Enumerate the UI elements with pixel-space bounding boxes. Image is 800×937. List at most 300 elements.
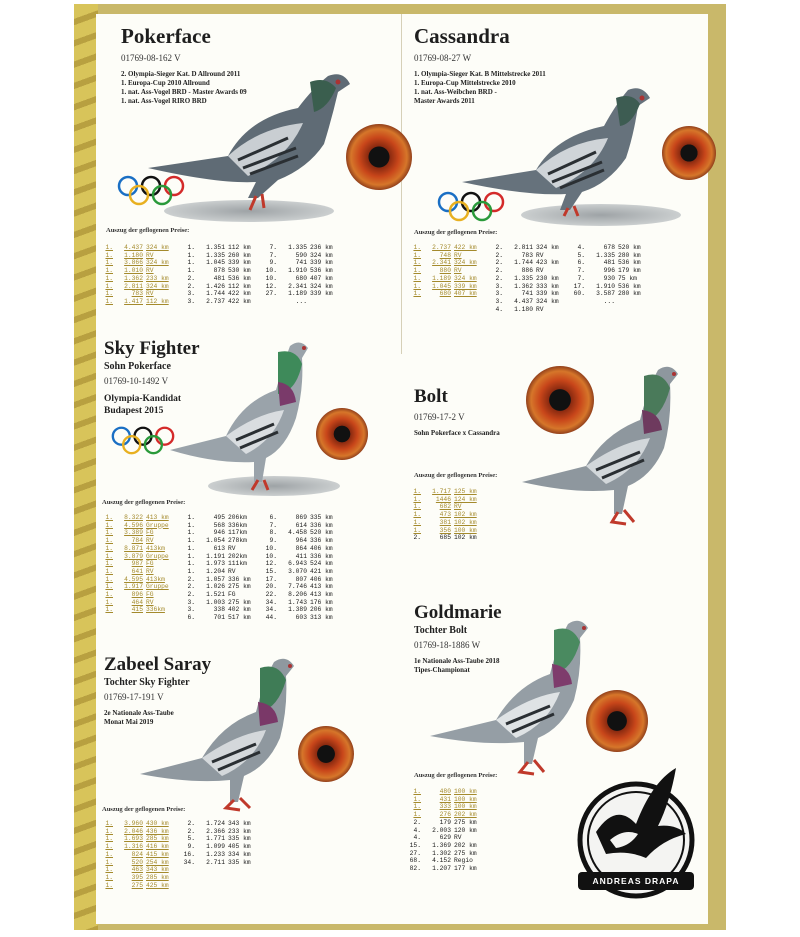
results-cell: 1.189 xyxy=(432,274,451,282)
results-cell: 1. xyxy=(413,251,421,259)
results-cell xyxy=(228,866,264,874)
results-cell: 2. xyxy=(187,575,195,583)
results-cell: 275 km xyxy=(454,849,477,857)
results-cell: 1. xyxy=(413,274,421,282)
results-cell: RV xyxy=(146,537,154,545)
results-cell xyxy=(424,298,454,306)
results-cell: 179 km xyxy=(618,267,641,275)
results-cell: 603 xyxy=(295,614,307,622)
results-cell: 481 xyxy=(213,274,225,282)
results-cell: 1.362 xyxy=(124,274,143,282)
results-row xyxy=(100,298,346,306)
olympic-rings-icon xyxy=(116,174,186,206)
results-table-zabeel xyxy=(100,820,264,889)
results-cell: 336km xyxy=(146,606,165,614)
results-cell xyxy=(588,306,618,314)
pigeon-photo-zabeel xyxy=(136,642,306,812)
results-cell: 7. xyxy=(269,521,277,529)
achievements: Olympia-Kandidat Budapest 2015 xyxy=(104,394,182,416)
results-cell: 9. xyxy=(269,259,277,267)
results-cell: 480 xyxy=(439,788,451,795)
results-cell: 2. xyxy=(413,534,421,542)
results-cell: 413 km xyxy=(310,583,333,591)
results-cell: 100 km xyxy=(454,795,477,803)
results-cell: FG xyxy=(228,591,236,599)
results-cell: 100 km xyxy=(454,526,477,534)
results-cell: 179 xyxy=(439,818,451,826)
results-cell: 27. xyxy=(409,849,421,857)
results-cell: 254 km xyxy=(146,858,169,866)
results-row xyxy=(408,290,654,298)
results-row xyxy=(100,529,346,537)
results-cell: 313 km xyxy=(310,614,333,622)
results-cell: 886 xyxy=(521,267,533,275)
results-cell: 629 xyxy=(439,834,451,842)
results-cell xyxy=(572,306,588,314)
results-cell: 6. xyxy=(187,614,195,622)
results-cell: 1. xyxy=(187,244,195,251)
results-cell: 339 km xyxy=(310,259,333,267)
results-cell: 333 km xyxy=(536,282,559,290)
results-cell: 473 xyxy=(439,511,451,519)
results-cell: 1. xyxy=(413,795,421,803)
results-cell: RV xyxy=(454,503,462,511)
results-row xyxy=(408,283,654,291)
results-cell: 1. xyxy=(105,827,113,835)
ring-number: 01769-17-191 V xyxy=(104,692,164,702)
results-row xyxy=(408,275,654,283)
results-heading: Auszug der geflogenen Preise: xyxy=(102,499,186,506)
achievements: Sohn Pokerface x Cassandra xyxy=(414,429,500,437)
results-cell: 4.152 xyxy=(432,857,451,865)
results-cell: 230 km xyxy=(536,274,559,282)
results-cell: 421 km xyxy=(310,567,333,575)
results-cell: 481 xyxy=(603,259,615,267)
results-cell: 6.943 xyxy=(288,560,307,568)
results-cell: 34. xyxy=(265,606,277,614)
pigeon-name: Goldmarie xyxy=(414,602,502,623)
results-table-skyfighter xyxy=(100,514,346,622)
results-cell: 1.335 xyxy=(596,251,615,259)
results-cell: 678 xyxy=(603,244,615,251)
results-row xyxy=(100,537,346,545)
results-cell: 1. xyxy=(105,529,113,537)
pigeon-name: Zabeel Saray xyxy=(104,654,212,675)
results-cell: 463 xyxy=(131,866,143,874)
results-row xyxy=(100,599,346,607)
results-cell: FG xyxy=(146,591,154,599)
results-cell: 536 km xyxy=(310,267,333,275)
results-row xyxy=(408,534,490,542)
results-cell: 783 xyxy=(521,251,533,259)
results-cell: 1.054 xyxy=(206,537,225,545)
achievements: 1. Olympia-Sieger Kat. B Mittelstrecke 2011 1. Europa-Cup Mittelstrecke 2010 1. nat. Ass-Weibchen BRD - Master Awards 2011 xyxy=(414,70,546,105)
results-cell: 2.341 xyxy=(432,259,451,267)
results-cell: 784 xyxy=(131,537,143,545)
results-row xyxy=(408,819,490,827)
results-cell: 1. xyxy=(413,267,421,275)
eye-photo-skyfighter xyxy=(316,408,368,460)
results-cell: 3. xyxy=(187,598,195,606)
eye-photo-pokerface xyxy=(346,124,412,190)
results-cell: 7. xyxy=(577,267,585,275)
results-row xyxy=(408,511,490,519)
results-row xyxy=(408,259,654,267)
results-cell: 280 km xyxy=(618,251,641,259)
results-cell: 413 km xyxy=(146,514,169,521)
results-row xyxy=(100,843,264,851)
results-cell: RV xyxy=(536,251,544,259)
results-cell: 356 xyxy=(439,526,451,534)
results-cell: 102 km xyxy=(454,518,477,526)
results-cell: 1. xyxy=(105,843,113,851)
results-cell: 964 xyxy=(295,537,307,545)
results-cell: 335 km xyxy=(310,514,333,521)
results-cell: 1. xyxy=(413,488,421,495)
results-cell: 1. xyxy=(413,495,421,503)
results-row xyxy=(408,834,490,842)
results-cell: 2.811 xyxy=(514,244,533,251)
results-cell: 783 xyxy=(131,290,143,298)
ring-number: 01769-17-2 V xyxy=(414,412,465,422)
results-row xyxy=(100,866,264,874)
results-table-goldmarie xyxy=(408,788,490,873)
results-cell: 343 km xyxy=(146,866,169,874)
results-cell: 3.866 xyxy=(124,259,143,267)
results-cell: 278km xyxy=(228,537,247,545)
results-cell: 1. xyxy=(105,583,113,591)
results-cell xyxy=(408,306,424,314)
results-row xyxy=(408,503,490,511)
results-cell: 1.207 xyxy=(432,865,451,873)
results-row xyxy=(100,606,346,614)
results-cell: 2. xyxy=(187,827,195,835)
pigeon-subtitle: Sohn Pokerface xyxy=(104,361,171,372)
results-row xyxy=(100,514,346,522)
results-cell: 4.437 xyxy=(514,297,533,305)
results-row xyxy=(100,614,346,622)
results-cell: 1.426 xyxy=(206,282,225,290)
results-cell: 701 xyxy=(213,614,225,622)
results-row xyxy=(408,488,490,496)
achievements: 2. Olympia-Sieger Kat. D Allround 2011 1. Europa-Cup 2010 Allround 1. nat. Ass-Vogel BRD - Master Awards 09 1. nat. Ass-Vogel RIRO BRD xyxy=(121,70,247,105)
results-cell: 5. xyxy=(187,835,195,843)
results-cell: 2. xyxy=(413,818,421,826)
results-cell: 407 km xyxy=(454,290,477,298)
results-cell: 1.369 xyxy=(432,841,451,849)
results-cell: 641 xyxy=(131,567,143,575)
results-cell: 520 km xyxy=(310,529,333,537)
results-cell: 436 km xyxy=(146,827,169,835)
results-cell: 1. xyxy=(105,858,113,866)
results-cell: 1. xyxy=(187,567,195,575)
results-cell: 3.960 xyxy=(124,820,143,827)
results-cell: 1. xyxy=(105,873,113,881)
results-cell: 1. xyxy=(187,552,195,560)
results-row xyxy=(408,252,654,260)
results-cell: 1. xyxy=(413,511,421,519)
results-cell: 1.302 xyxy=(432,849,451,857)
results-cell: 324 km xyxy=(536,244,559,251)
results-cell: 411 xyxy=(295,552,307,560)
results-row xyxy=(100,568,346,576)
results-row xyxy=(100,252,346,260)
results-cell: RV xyxy=(146,290,154,298)
results-cell: 423 km xyxy=(536,259,559,267)
results-cell: 1. xyxy=(105,297,113,305)
results-cell xyxy=(618,306,654,314)
eye-photo-goldmarie xyxy=(586,690,648,752)
results-row xyxy=(100,828,264,836)
results-row xyxy=(408,865,490,873)
results-cell: 422 km xyxy=(228,297,251,305)
results-cell: 22. xyxy=(265,591,277,599)
results-row xyxy=(408,267,654,275)
results-cell: 2. xyxy=(495,244,503,251)
results-cell xyxy=(572,298,588,306)
results-row xyxy=(100,275,346,283)
results-cell: 1.417 xyxy=(124,297,143,305)
results-cell: 946 xyxy=(213,529,225,537)
achievements: 1e Nationale Ass-Taube 2018 Tipes-Championat xyxy=(414,657,500,674)
results-cell: 335 km xyxy=(228,835,251,843)
results-cell: 324 km xyxy=(454,259,477,267)
results-cell: 324 km xyxy=(310,251,333,259)
results-cell: 117km xyxy=(228,529,247,537)
results-cell: 1. xyxy=(413,788,421,795)
results-cell: 1. xyxy=(105,866,113,874)
results-cell: 7. xyxy=(269,251,277,259)
results-cell xyxy=(408,298,424,306)
results-cell: 614 xyxy=(295,521,307,529)
results-row xyxy=(100,882,264,890)
results-row xyxy=(100,522,346,530)
results-cell: 4. xyxy=(413,834,421,842)
results-cell xyxy=(228,874,264,882)
results-cell: 1.045 xyxy=(206,259,225,267)
results-cell: 425 km xyxy=(146,881,169,889)
results-cell: 3. xyxy=(495,297,503,305)
results-cell: 112 km xyxy=(228,282,251,290)
results-cell: 6. xyxy=(577,259,585,267)
results-row xyxy=(408,796,490,804)
results-cell: 324 km xyxy=(146,282,169,290)
results-cell: 102 km xyxy=(454,511,477,519)
results-cell: 1. xyxy=(105,259,113,267)
results-cell: 1.351 xyxy=(206,244,225,251)
results-cell: Gruppe xyxy=(146,583,169,591)
results-cell xyxy=(228,882,264,890)
results-cell: 422 km xyxy=(454,244,477,251)
results-cell: RV xyxy=(228,544,236,552)
results-row xyxy=(408,527,490,535)
results-cell: 1.057 xyxy=(206,575,225,583)
results-cell: 1. xyxy=(105,544,113,552)
results-cell: 111km xyxy=(228,560,247,568)
results-row xyxy=(100,553,346,561)
results-cell: 524 km xyxy=(310,560,333,568)
results-cell: 20. xyxy=(265,583,277,591)
results-cell: 1.389 xyxy=(288,606,307,614)
results-cell: 406 km xyxy=(310,544,333,552)
results-cell: 1.335 xyxy=(206,251,225,259)
results-cell: 338 xyxy=(213,606,225,614)
results-cell: 568 xyxy=(213,521,225,529)
results-cell: Regio xyxy=(454,857,473,865)
results-cell: 4.437 xyxy=(124,244,143,251)
results-cell: 1. xyxy=(105,521,113,529)
results-cell: 202km xyxy=(228,552,247,560)
results-cell: 422 km xyxy=(228,290,251,298)
results-cell: 520 xyxy=(131,858,143,866)
results-cell: 44. xyxy=(265,614,277,622)
pigeon-subtitle: Tochter Sky Fighter xyxy=(104,677,190,688)
results-cell: 590 xyxy=(295,251,307,259)
results-cell: 2. xyxy=(187,820,195,827)
results-cell: 682 xyxy=(439,503,451,511)
results-cell: 536 km xyxy=(228,274,251,282)
ring-number: 01769-08-27 W xyxy=(414,53,472,63)
results-cell: 339 km xyxy=(454,282,477,290)
results-row xyxy=(408,519,490,527)
pigeon-photo-goldmarie xyxy=(424,604,604,784)
results-cell: 1. xyxy=(105,606,113,614)
results-cell: 1. xyxy=(105,835,113,843)
results-cell: 2. xyxy=(187,591,195,599)
results-cell: 1. xyxy=(105,251,113,259)
results-cell: 2.811 xyxy=(124,282,143,290)
results-cell: 1. xyxy=(105,560,113,568)
results-cell: 824 xyxy=(131,850,143,858)
results-cell: 275 km xyxy=(454,818,477,826)
results-cell: 236 km xyxy=(310,244,333,251)
results-row xyxy=(100,283,346,291)
results-cell: 112 km xyxy=(228,244,251,251)
results-cell: 1. xyxy=(413,290,421,298)
results-cell: 2.046 xyxy=(124,827,143,835)
achievements: 2e Nationale Ass-Taube Monat Mai 2019 xyxy=(104,709,174,726)
results-row xyxy=(100,835,264,843)
results-cell: 930 xyxy=(603,274,615,282)
results-cell: 260 km xyxy=(228,251,251,259)
pigeon-photo-bolt xyxy=(516,348,692,528)
results-cell: 1.189 xyxy=(288,290,307,298)
results-table-cassandra xyxy=(408,244,654,313)
results-cell xyxy=(264,298,280,306)
results-cell: 9. xyxy=(269,537,277,545)
results-cell: Gruppe xyxy=(146,552,169,560)
results-cell: 285 km xyxy=(146,835,169,843)
results-cell: 1.717 xyxy=(432,488,451,495)
pigeon-name: Bolt xyxy=(414,386,448,407)
results-cell: 1. xyxy=(187,259,195,267)
results-cell: 381 xyxy=(439,518,451,526)
results-cell: 3.070 xyxy=(288,567,307,575)
results-cell: 748 xyxy=(439,251,451,259)
pigeon-subtitle: Tochter Bolt xyxy=(414,625,468,636)
results-cell: 100 km xyxy=(454,788,477,795)
results-row xyxy=(408,298,654,306)
results-cell: 1.744 xyxy=(514,259,533,267)
results-cell: 415 xyxy=(131,606,143,614)
results-cell: 1. xyxy=(105,598,113,606)
results-cell: 1. xyxy=(105,591,113,599)
results-cell: 4. xyxy=(495,305,503,313)
results-table-bolt xyxy=(408,488,490,542)
results-cell: 1. xyxy=(187,560,195,568)
results-cell: 324 km xyxy=(146,259,169,267)
results-cell: 1. xyxy=(105,274,113,282)
results-cell: 1. xyxy=(105,850,113,858)
ring-number: 01769-08-162 V xyxy=(121,53,181,63)
results-cell: 2.366 xyxy=(206,827,225,835)
results-cell: 75 km xyxy=(618,274,637,282)
results-cell: 495 xyxy=(213,514,225,521)
results-cell: 407 km xyxy=(310,274,333,282)
olympic-rings-icon xyxy=(436,190,506,222)
results-cell: RV xyxy=(454,267,462,275)
results-cell: 416 km xyxy=(146,843,169,851)
results-cell: 2. xyxy=(495,259,503,267)
results-cell: 1. xyxy=(187,267,195,275)
results-cell: 2. xyxy=(187,583,195,591)
results-cell: 324 km xyxy=(146,244,169,251)
results-cell: 233 km xyxy=(146,274,169,282)
results-cell: 4. xyxy=(413,826,421,834)
results-cell: 3. xyxy=(187,290,195,298)
results-cell: 4. xyxy=(577,244,585,251)
results-cell: 680 xyxy=(295,274,307,282)
results-row xyxy=(100,576,346,584)
results-cell: 10. xyxy=(265,267,277,275)
results-cell: 1. xyxy=(105,537,113,545)
results-cell xyxy=(618,298,654,306)
results-row xyxy=(408,803,490,811)
results-cell: 102 km xyxy=(454,534,477,542)
results-cell: RV xyxy=(146,567,154,575)
results-cell: 685 xyxy=(439,534,451,542)
results-cell: 1.335 xyxy=(288,244,307,251)
results-cell: 4.596 xyxy=(124,521,143,529)
results-cell: 336 km xyxy=(228,575,251,583)
results-cell: 10. xyxy=(265,274,277,282)
results-cell: 3. xyxy=(495,282,503,290)
results-cell: 275 km xyxy=(228,583,251,591)
results-cell: 536 km xyxy=(618,282,641,290)
results-cell: 34. xyxy=(265,598,277,606)
results-cell: 517 km xyxy=(228,614,251,622)
logo-text: ANDREAS DRAPA xyxy=(592,876,680,886)
results-cell: 8.322 xyxy=(124,514,143,521)
results-cell: 202 km xyxy=(454,811,477,819)
results-cell: 334 km xyxy=(228,850,251,858)
results-cell: 402 km xyxy=(228,606,251,614)
results-cell: 176 km xyxy=(310,598,333,606)
results-cell: 1. xyxy=(413,526,421,534)
results-cell: 864 xyxy=(295,544,307,552)
results-cell: 3. xyxy=(187,606,195,614)
results-cell: 1. xyxy=(105,881,113,889)
results-cell: 1. xyxy=(105,575,113,583)
results-cell: 3.587 xyxy=(596,290,615,298)
results-row xyxy=(100,583,346,591)
results-cell: RV xyxy=(536,267,544,275)
results-cell: 536 km xyxy=(618,259,641,267)
pigeon-name: Pokerface xyxy=(121,24,211,48)
results-cell: 2.341 xyxy=(288,282,307,290)
results-cell: 1. xyxy=(413,503,421,511)
results-cell: 996 xyxy=(603,267,615,275)
